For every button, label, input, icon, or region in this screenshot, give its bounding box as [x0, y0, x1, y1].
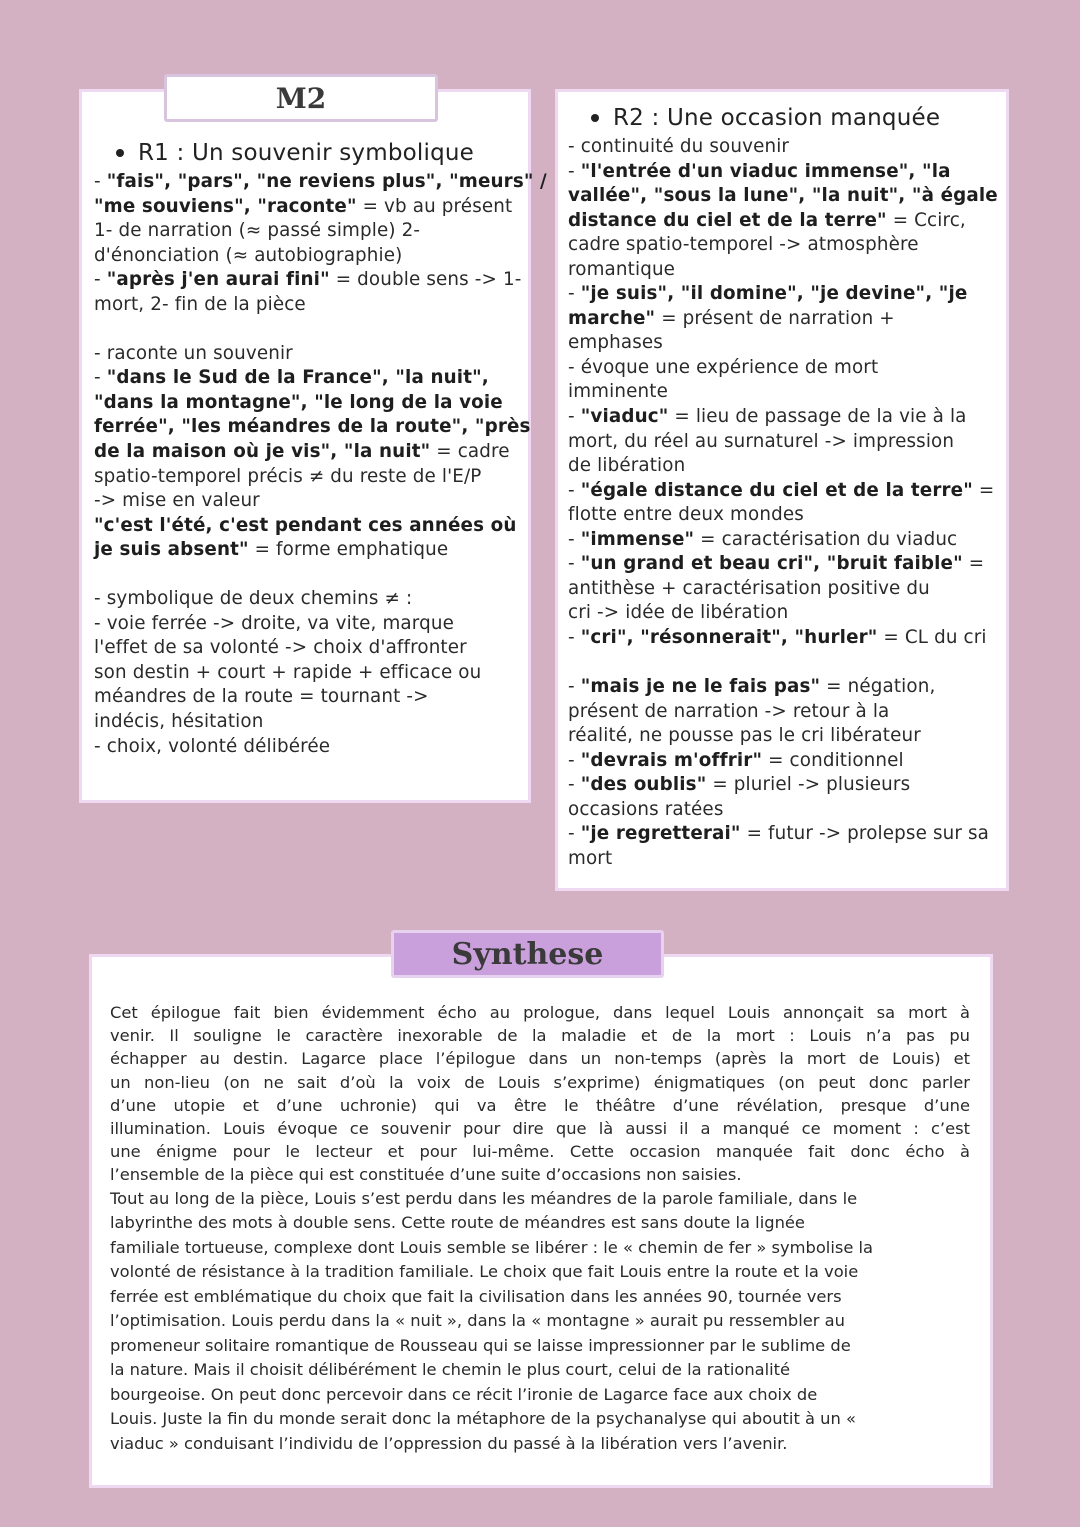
r2-note-line: - "je regretterai" = futur -> prolepse sur sa: [568, 823, 990, 845]
r2-note-line: marche" = présent de narration +: [568, 307, 895, 329]
r1-title-text: R1 : Un souvenir symbolique: [138, 140, 475, 166]
synthese-paragraph-2: [110, 1187, 970, 1457]
r1-note-line: - "dans le Sud de la France", "la nuit",: [94, 367, 489, 389]
synthese-line: viaduc » conduisant l’individu de l’oppression du passé à la libération vers l’avenir.: [110, 1433, 788, 1453]
r2-note-line: vallée", "sous la lune", "la nuit", "à égale: [568, 185, 998, 207]
r1-note-line: d'énonciation (≈ autobiographie): [94, 244, 403, 266]
r1-note-line: "c'est l'été, c'est pendant ces années où: [94, 514, 517, 536]
r2-note-line: mort, du réel au surnaturel -> impression: [568, 430, 955, 452]
r2-note-line: - "un grand et beau cri", "bruit faible" =: [568, 553, 985, 575]
synthese-line: une énigme pour le lecteur et pour lui-même. Cette occasion manquée fait donc écho à: [110, 1142, 970, 1162]
synthese-text: [110, 1001, 970, 1456]
r2-note-line: - "je suis", "il domine", "je devine", "je: [568, 283, 968, 305]
r2-note-line: [568, 650, 998, 675]
r2-note-line: de libération: [568, 455, 686, 477]
r2-note-line: - "immense" = caractérisation du viaduc: [568, 528, 958, 550]
r2-note-line: mort: [568, 847, 613, 869]
r1-note-line: spatio-temporel précis ≠ du reste de l'E/P: [94, 465, 482, 487]
r1-note-line: indécis, hésitation: [94, 711, 264, 733]
synthese-line: un non-lieu (on ne sait d’où la voix de Louis s’exprime) énigmatiques (on peut donc parler: [110, 1072, 970, 1092]
synthese-line: l’optimisation. Louis perdu dans la « nuit », dans la « montagne » aurait pu ressembler au: [110, 1311, 845, 1330]
m2-header-label: M2: [275, 81, 327, 115]
r2-note-line: emphases: [568, 332, 663, 354]
r1-note-line: son destin + court + rapide + efficace ou: [94, 661, 482, 683]
synthese-line: promeneur solitaire romantique de Rousseau qui se laisse impressionner par le sublime de: [110, 1335, 851, 1355]
r2-note-line: - "l'entrée d'un viaduc immense", "la: [568, 160, 951, 182]
r1-note-line: l'effet de sa volonté -> choix d'affronter: [94, 637, 467, 659]
r2-note-line: - "mais je ne le fais pas" = négation,: [568, 676, 936, 698]
r2-note-line: antithèse + caractérisation positive du: [568, 577, 930, 599]
r2-note-line: - "cri", "résonnerait", "hurler" = CL du cri: [568, 626, 987, 648]
r2-title-text: R2 : Une occasion manquée: [613, 105, 941, 131]
r2-note-line: occasions ratées: [568, 798, 724, 820]
synthese-line: Tout au long de la pièce, Louis s’est perdu dans les méandres de la parole familiale, dans le: [110, 1188, 858, 1208]
r2-note-line: cri -> idée de libération: [568, 602, 789, 624]
r1-title: [116, 138, 474, 168]
synthese-line: illumination. Louis évoque ce souvenir pour dire que là aussi il a manqué ce moment : c’est: [110, 1118, 970, 1138]
synthese-paragraph-1: [110, 1001, 970, 1187]
r2-note-line: imminente: [568, 381, 668, 403]
r1-note-line: méandres de la route = tournant ->: [94, 686, 429, 708]
r2-note-line: - "viaduc" = lieu de passage de la vie à la: [568, 406, 967, 428]
r1-note-line: "dans la montagne", "le long de la voie: [94, 391, 503, 413]
r2-notes: [568, 135, 998, 871]
r1-note-line: [94, 563, 519, 588]
r1-note-line: - voie ferrée -> droite, va vite, marque: [94, 612, 455, 634]
r2-note-line: distance du ciel et de la terre" = Ccirc,: [568, 209, 966, 231]
r2-note-line: cadre spatio-temporel -> atmosphère: [568, 234, 919, 256]
r1-note-line: -> mise en valeur: [94, 490, 260, 512]
r2-note-line: présent de narration -> retour à la: [568, 700, 890, 722]
r1-note-line: - "après j'en aurai fini" = double sens -> 1-: [94, 269, 522, 291]
synthese-header-tab: [391, 930, 664, 978]
synthese-line: échapper au destin. Lagarce place l’épilogue dans un non-temps (après la mort de Louis) et: [110, 1049, 970, 1069]
synthese-line: venir. Il souligne le caractère inexorable de la maladie et de la mort : Louis n’a pas pu: [110, 1026, 970, 1046]
r1-note-line: ferrée", "les méandres de la route", "près: [94, 416, 531, 438]
r2-note-line: - évoque une expérience de mort: [568, 356, 879, 378]
synthese-line: bourgeoise. On peut donc percevoir dans ce récit l’ironie de Lagarce face aux choix de: [110, 1384, 818, 1404]
r2-note-line: - "égale distance du ciel et de la terre" =: [568, 479, 995, 501]
r2-note-line: - "des oublis" = pluriel -> plusieurs: [568, 774, 911, 796]
synthese-line: volonté de résistance à la tradition familiale. Le choix que fait Louis entre la route et la voie: [110, 1262, 859, 1281]
r1-note-line: "me souviens", "raconte" = vb au présent: [94, 195, 513, 217]
r2-note-line: - continuité du souvenir: [568, 136, 790, 157]
synthese-line: Cet épilogue fait bien évidemment écho au prologue, dans lequel Louis annonçait sa mort à: [110, 1003, 970, 1022]
r1-note-line: de la maison où je vis", "la nuit" = cadre: [94, 441, 510, 463]
synthese-line: Louis. Juste la fin du monde serait donc la métaphore de la psychanalyse qui aboutit à un «: [110, 1409, 856, 1428]
synthese-line: d’une utopie et d’une uchronie) qui va être le théâtre d’une révélation, presque d’une: [110, 1095, 970, 1115]
r1-note-line: - symbolique de deux chemins ≠ :: [94, 588, 413, 610]
synthese-line: familiale tortueuse, complexe dont Louis semble se libérer : le « chemin de fer » symbolise la: [110, 1237, 874, 1257]
synthese-line: ferrée est emblématique du choix que fait la civilisation dans les années 90, tournée vers: [110, 1286, 842, 1306]
r1-notes: [94, 170, 547, 759]
bullet-icon: [116, 149, 124, 157]
synthese-line: l’ensemble de la pièce qui est constituée d’une suite d’occasions non saisies.: [110, 1165, 742, 1185]
r1-note-line: je suis absent" = forme emphatique: [94, 539, 449, 561]
r1-note-line: - raconte un souvenir: [94, 342, 293, 364]
synthese-line: labyrinthe des mots à double sens. Cette route de méandres est sans doute la lignée: [110, 1213, 805, 1232]
r2-title: [591, 103, 940, 133]
r2-note-line: romantique: [568, 258, 676, 280]
m2-header-tab: [164, 74, 438, 122]
r1-note-line: - "fais", "pars", "ne reviens plus", "meurs" /: [94, 171, 547, 192]
r1-note-line: mort, 2- fin de la pièce: [94, 293, 306, 315]
synthese-header-label: Synthese: [451, 936, 604, 972]
r2-note-line: réalité, ne pousse pas le cri libérateur: [568, 725, 921, 747]
r1-note-line: 1- de narration (≈ passé simple) 2-: [94, 220, 421, 242]
synthese-line: la nature. Mais il choisit délibérément le chemin le plus court, celui de la rationalité: [110, 1360, 791, 1379]
r2-note-line: - "devrais m'offrir" = conditionnel: [568, 749, 904, 771]
r1-note-line: [94, 317, 519, 342]
r1-note-line: - choix, volonté délibérée: [94, 735, 331, 757]
r2-note-line: flotte entre deux mondes: [568, 504, 804, 526]
bullet-icon: [591, 114, 599, 122]
